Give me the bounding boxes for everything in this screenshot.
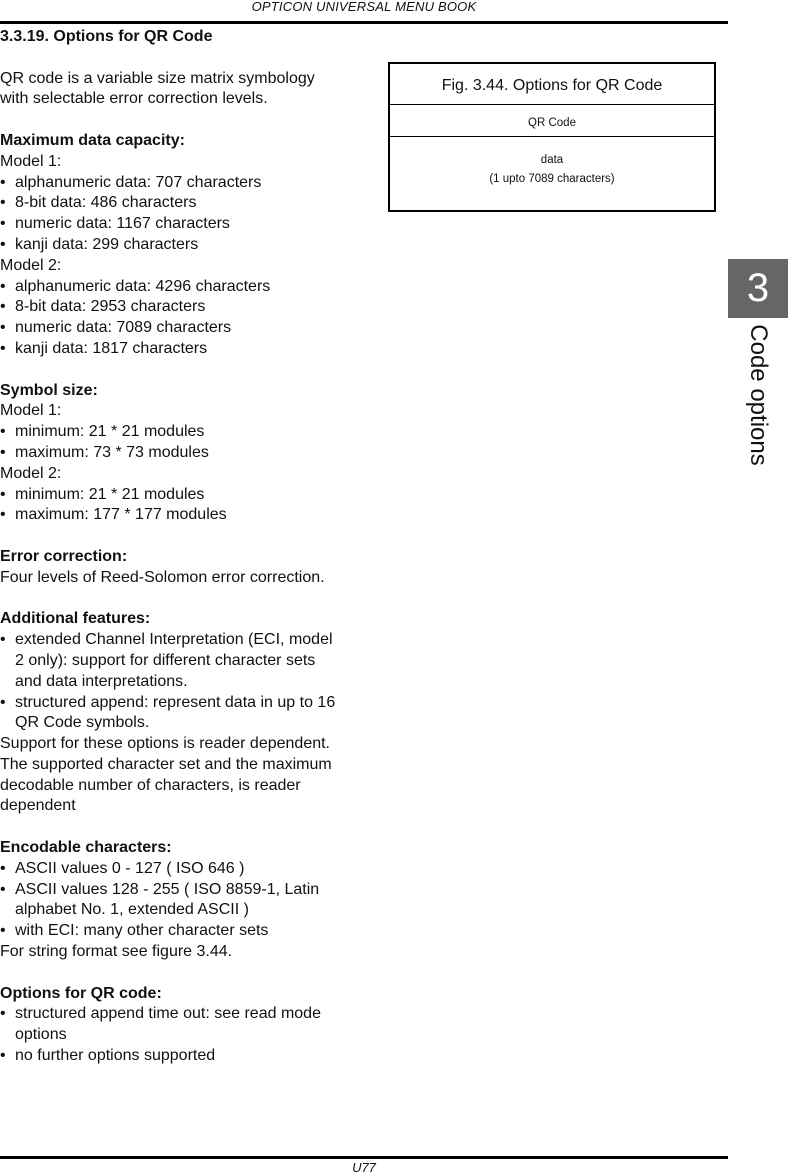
list-item	[0, 880, 350, 922]
list-item: • numeric data: 1167 characters	[0, 214, 350, 235]
figure-box	[388, 62, 716, 212]
figure-data-cell	[390, 137, 714, 189]
error-correction-text: Four levels of Reed-Solomon error correction.	[0, 568, 325, 586]
main-column	[0, 27, 350, 1067]
list-item: • kanji data: 299 characters	[0, 235, 350, 256]
list-item	[0, 1046, 350, 1067]
page-number: U77	[352, 1160, 376, 1175]
additional-note: Support for these options is reader dependent.	[0, 735, 330, 753]
capacity-heading: Maximum data capacity:	[0, 131, 185, 149]
model-label: Model 2:	[0, 464, 62, 482]
footer-rule	[0, 1156, 728, 1159]
section-title: 3.3.19. Options for QR Code	[0, 28, 213, 45]
list-item-line: QR Code symbols.	[15, 714, 150, 732]
additional-note: decodable number of characters, is reader	[0, 776, 301, 794]
list-item	[0, 921, 350, 942]
list-item: • kanji data: 1817 characters	[0, 339, 350, 360]
intro-line: with selectable error correction levels.	[0, 90, 268, 108]
additional-list	[0, 630, 350, 734]
running-header: OPTICON UNIVERSAL MENU BOOK	[251, 0, 477, 14]
list-item-line: structured append: represent data in up to 16	[15, 693, 336, 711]
chapter-number-tab: 3	[728, 259, 788, 318]
list-item-line: and data interpretations.	[15, 672, 188, 690]
header-rule	[0, 21, 728, 24]
list-item: • alphanumeric data: 707 characters	[0, 173, 350, 194]
figure-caption: Fig. 3.44. Options for QR Code	[390, 64, 714, 105]
list-item-line: alphabet No. 1, extended ASCII )	[15, 901, 249, 919]
list-item-line: options	[15, 1026, 67, 1044]
additional-note: dependent	[0, 797, 76, 815]
encodable-list	[0, 859, 350, 942]
list-item: • maximum: 73 * 73 modules	[0, 443, 350, 464]
list-item	[0, 1004, 350, 1046]
list-item-line: structured append time out: see read mode	[15, 1005, 321, 1023]
list-item: • minimum: 21 * 21 modules	[0, 485, 350, 506]
list-item: • 8-bit data: 2953 characters	[0, 297, 350, 318]
model-label: Model 1:	[0, 402, 62, 420]
list-item: • 8-bit data: 486 characters	[0, 193, 350, 214]
symbol-model1-list	[0, 422, 350, 464]
list-item: • numeric data: 7089 characters	[0, 318, 350, 339]
list-item: • alphanumeric data: 4296 characters	[0, 277, 350, 298]
list-item: • maximum: 177 * 177 modules	[0, 505, 350, 526]
capacity-model2-list	[0, 277, 350, 360]
list-item-line: with ECI: many other character sets	[15, 922, 269, 940]
figure-data-label: data	[540, 154, 564, 166]
additional-note: The supported character set and the maximum	[0, 755, 332, 773]
error-correction-heading: Error correction:	[0, 547, 128, 565]
additional-heading: Additional features:	[0, 610, 151, 628]
list-item-line: extended Channel Interpretation (ECI, model	[15, 631, 333, 649]
list-item	[0, 693, 350, 735]
options-list	[0, 1004, 350, 1066]
encodable-heading: Encodable characters:	[0, 839, 172, 857]
symbol-size-heading: Symbol size:	[0, 381, 98, 399]
list-item: • minimum: 21 * 21 modules	[0, 422, 350, 443]
list-item	[0, 859, 350, 880]
chapter-label: Code options	[745, 324, 772, 466]
capacity-model1-list	[0, 173, 350, 256]
list-item-line: ASCII values 0 - 127 ( ISO 646 )	[15, 859, 245, 877]
list-item-line: no further options supported	[15, 1047, 216, 1065]
list-item-line: ASCII values 128 - 255 ( ISO 8859-1, Latin	[15, 880, 320, 898]
list-item-line: 2 only): support for different character sets	[15, 651, 316, 669]
encodable-note: For string format see figure 3.44.	[0, 943, 233, 961]
model-label: Model 1:	[0, 152, 62, 170]
figure-row-qr-code: QR Code	[390, 105, 714, 137]
figure-data-note: (1 upto 7089 characters)	[489, 173, 615, 185]
symbol-model2-list	[0, 485, 350, 527]
options-heading: Options for QR code:	[0, 984, 162, 1002]
list-item	[0, 630, 350, 692]
intro-line: QR code is a variable size matrix symbology	[0, 69, 315, 87]
model-label: Model 2:	[0, 256, 62, 274]
